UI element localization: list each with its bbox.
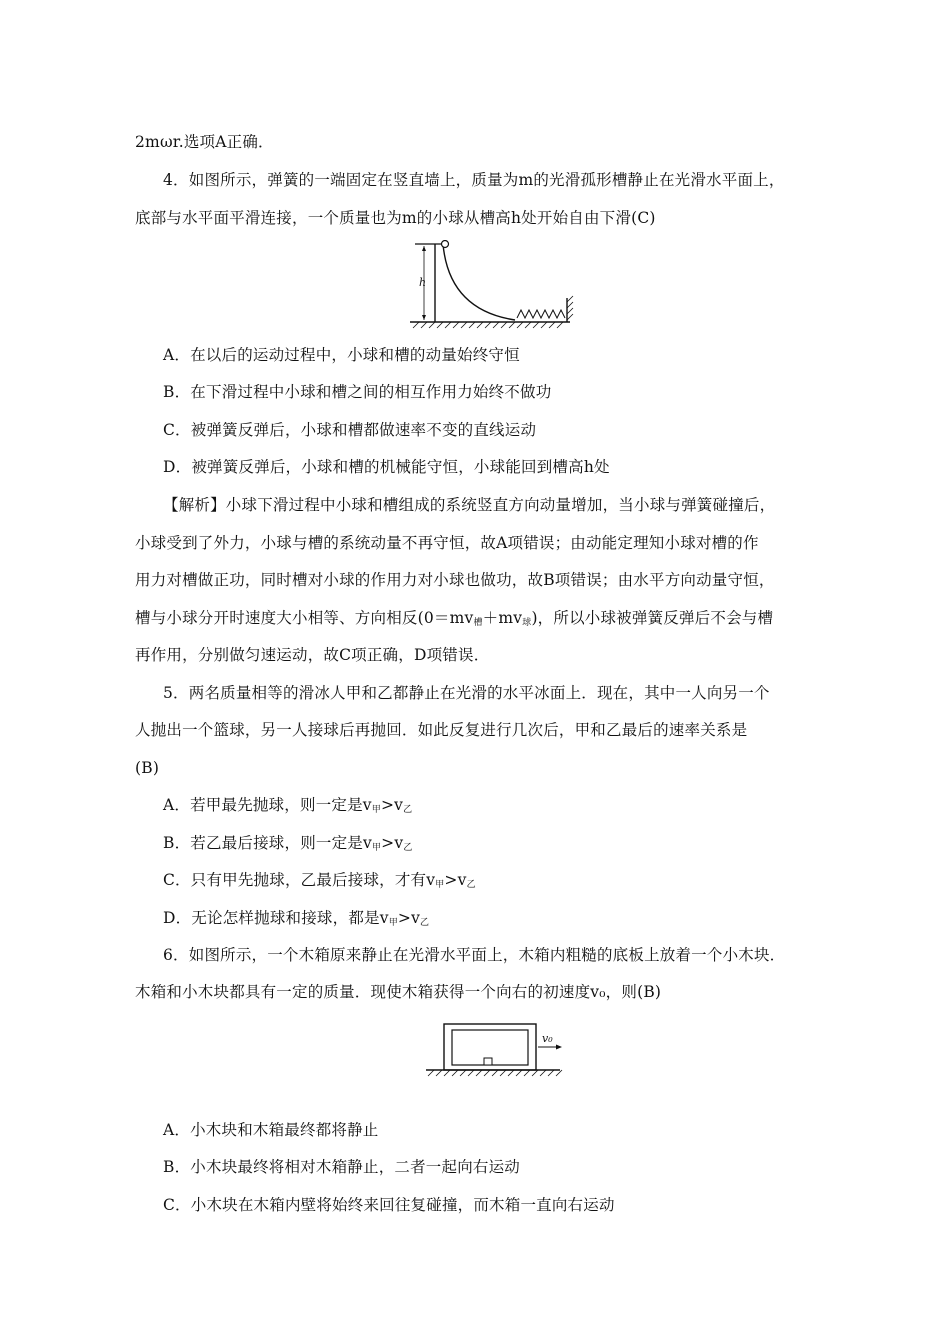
option-4d: D．被弹簧反弹后，小球和槽的机械能守恒，小球能回到槽高h处	[163, 458, 610, 476]
question-6-stem: 6．如图所示，一个木箱原来静止在光滑水平面上，木箱内粗糙的底板上放着一个小木块．	[163, 946, 786, 964]
figure-wooden-box	[420, 1020, 570, 1080]
question-4-stem: 底部与水平面平滑连接，一个质量也为m的小球从槽高h处开始自由下滑(C)	[135, 209, 656, 227]
question-4-stem: 4．如图所示，弹簧的一端固定在竖直墙上，质量为m的光滑孤形槽静止在光滑水平面上，	[163, 171, 785, 189]
option-4c: C．被弹簧反弹后，小球和槽都做速率不变的直线运动	[163, 421, 537, 439]
h-label: h	[419, 276, 427, 289]
v0-label: v₀	[542, 1032, 553, 1045]
question-5-stem: (B)	[135, 759, 160, 777]
option-5b: B．若乙最后接球，则一定是$v_甲>v_乙$	[163, 834, 413, 853]
option-4a: A．在以后的运动过程中，小球和槽的动量始终守恒	[163, 346, 520, 364]
question-6-stem: 木箱和小木块都具有一定的质量．现使木箱获得一个向右的初速度v₀，则(B)	[135, 983, 662, 1001]
option-6c: C．小木块在木箱内壁将始终来回往复碰撞，而木箱一直向右运动	[163, 1196, 615, 1214]
option-5c: C．只有甲先抛球，乙最后接球，才有$v_甲>v_乙$	[163, 871, 476, 890]
question-5-stem: 人抛出一个篮球，另一人接球后再抛回．如此反复进行几次后，甲和乙最后的速率关系是	[135, 721, 748, 739]
option-4b: B．在下滑过程中小球和槽之间的相互作用力始终不做功	[163, 383, 552, 401]
option-6b: B．小木块最终将相对木箱静止，二者一起向右运动	[163, 1158, 520, 1176]
analysis-4: 槽与小球分开时速度大小相等、方向相反$(0=mv_槽+mv_球)$，所以小球被弹簧反弹后不会与槽	[135, 609, 774, 628]
analysis-4: 再作用，分别做匀速运动，故C项正确，D项错误．	[135, 646, 490, 664]
option-5d: D．无论怎样抛球和接球，都是$v_甲>v_乙$	[163, 909, 430, 928]
text-line: 2mωr.选项A正确．	[135, 133, 274, 151]
figure-curved-groove-spring	[405, 240, 580, 330]
option-6a: A．小木块和木箱最终都将静止	[163, 1121, 379, 1139]
analysis-4: 【解析】小球下滑过程中小球和槽组成的系统竖直方向动量增加，当小球与弹簧碰撞后，	[163, 496, 776, 514]
analysis-4: 用力对槽做正功，同时槽对小球的作用力对小球也做功，故B项错误；由水平方向动量守恒，	[135, 571, 775, 589]
option-5a: A．若甲最先抛球，则一定是$v_甲>v_乙$	[163, 796, 413, 815]
question-5-stem: 5．两名质量相等的滑冰人甲和乙都静止在光滑的水平冰面上．现在，其中一人向另一个	[163, 684, 770, 702]
analysis-4: 小球受到了外力，小球与槽的系统动量不再守恒，故A项错误；由动能定理知小球对槽的作	[135, 534, 759, 552]
